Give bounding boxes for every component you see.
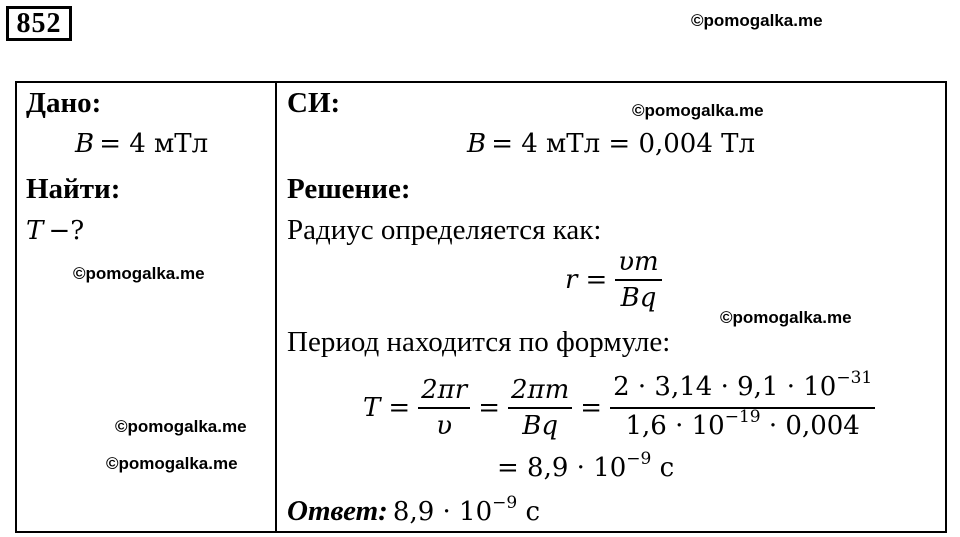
si-b-value: = 4 мТл = 0,004 Тл xyxy=(491,129,756,159)
watermark: ©pomogalka.me xyxy=(720,308,852,327)
given-heading: Дано: xyxy=(26,87,102,119)
answer-label: Ответ: xyxy=(287,495,388,527)
period-text: Период находится по формуле: xyxy=(287,326,671,358)
watermark: ©pomogalka.me xyxy=(106,454,238,473)
solution-table xyxy=(15,81,947,533)
find-heading: Найти: xyxy=(26,173,121,205)
given-b-line xyxy=(75,129,208,159)
given-b-value: = 4 мТл xyxy=(99,129,209,159)
given-cell xyxy=(16,82,276,532)
fraction-2pir-den: υ xyxy=(436,411,453,441)
find-value: −? xyxy=(48,216,85,246)
si-heading: СИ: xyxy=(287,87,341,119)
fraction-2pim-den: Bq xyxy=(522,411,559,441)
find-line xyxy=(26,216,84,246)
watermark: ©pomogalka.me xyxy=(115,417,247,436)
period-formula: T = $\frac{2\pi r}{\upsilon}$ = $\frac{2\pi m}{Bq}$ = $\frac{2 \cdot 3,14 \cdot 9,1 \cdot 10^{-31}}{1,6 \cdot 10^{-19} \cdot 0,004}$ xyxy=(363,370,875,446)
problem-number: 852 xyxy=(6,6,72,41)
fraction-numeric-num: $2 \cdot 3,14 \cdot 9,1 \cdot 10^{-31}$ xyxy=(610,370,875,409)
fraction-2pir-num: 2πr xyxy=(418,373,470,409)
solution-heading: Решение: xyxy=(287,173,411,205)
si-b-symbol: B xyxy=(467,129,487,159)
radius-text: Радиус определяется как: xyxy=(287,214,602,246)
find-t-symbol: T xyxy=(26,216,44,246)
given-b-symbol: B xyxy=(75,129,95,159)
watermark: ©pomogalka.me xyxy=(632,101,764,120)
si-solution-cell xyxy=(276,82,946,532)
radius-formula: r = $\frac{\upsilon m}{Bq}$ xyxy=(565,245,662,315)
answer-line xyxy=(287,495,540,528)
watermark: ©pomogalka.me xyxy=(73,264,205,283)
answer-value: $8,9 \cdot 10^{-9}$ с xyxy=(392,493,541,527)
si-b-line xyxy=(467,129,755,159)
fraction-numeric-den: $1,6 \cdot 10^{-19} \cdot 0,004$ xyxy=(625,407,860,441)
watermark: ©pomogalka.me xyxy=(691,11,823,30)
period-result: = $8,9 \cdot 10^{-9}$ с xyxy=(497,449,675,483)
fraction-2pim-num: 2πm xyxy=(508,373,572,409)
